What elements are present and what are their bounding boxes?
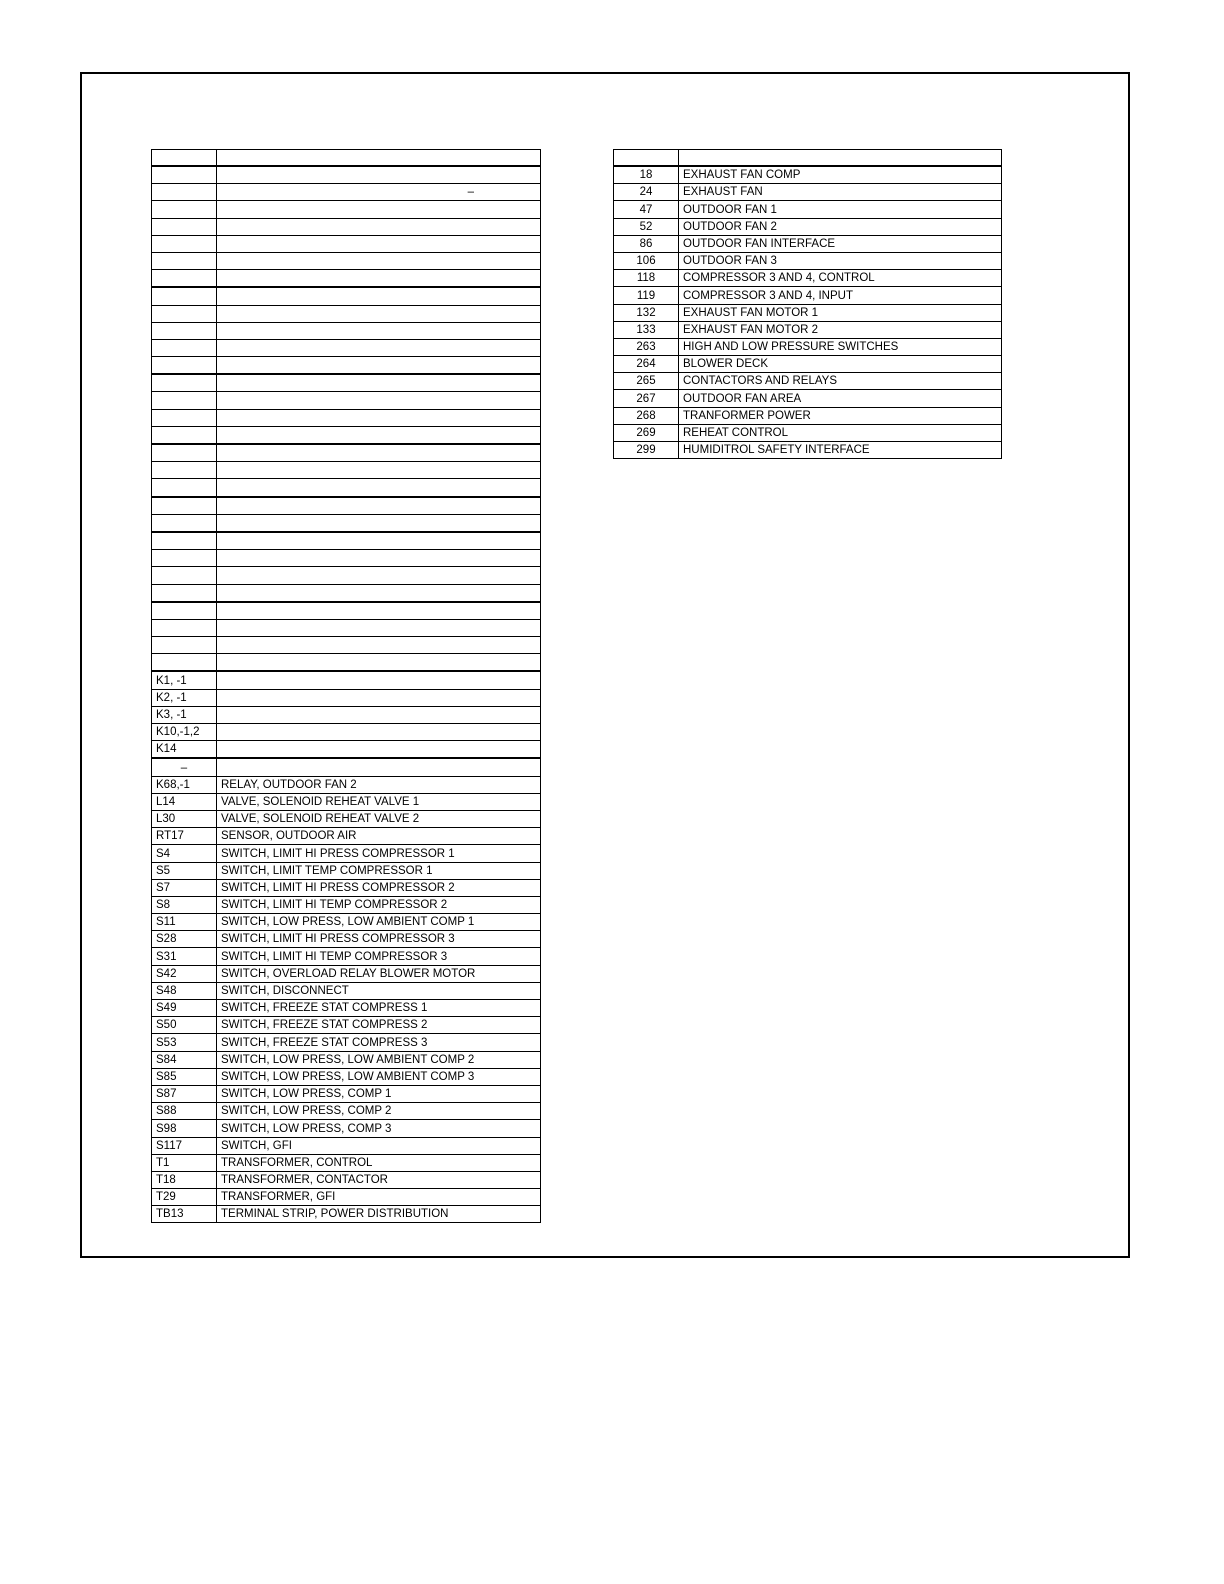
description-cell: RELAY, OUTDOOR FAN 2	[217, 776, 541, 793]
key-cell: 132	[614, 304, 679, 321]
key-cell: K10,-1,2	[152, 724, 217, 741]
key-cell	[152, 218, 217, 235]
table-row	[614, 390, 1002, 407]
description-cell: SWITCH, OVERLOAD RELAY BLOWER MOTOR	[217, 965, 541, 982]
key-cell	[152, 409, 217, 426]
description-cell	[217, 287, 541, 305]
table-row	[152, 584, 541, 602]
key-cell: 47	[614, 201, 679, 218]
description-cell: EXHAUST FAN	[679, 184, 1002, 201]
table-row	[152, 339, 541, 356]
description-cell: TRANSFORMER, GFI	[217, 1189, 541, 1206]
table-row	[152, 166, 541, 184]
table-row	[152, 1017, 541, 1034]
table-row	[614, 338, 1002, 355]
description-cell	[217, 150, 541, 167]
description-cell	[217, 584, 541, 602]
description-cell: TERMINAL STRIP, POWER DISTRIBUTION	[217, 1206, 541, 1223]
key-cell: S8	[152, 896, 217, 913]
key-cell: S4	[152, 845, 217, 862]
table-row	[152, 374, 541, 392]
key-cell: K68,-1	[152, 776, 217, 793]
description-cell: REHEAT CONTROL	[679, 424, 1002, 441]
description-cell: HUMIDITROL SAFETY INTERFACE	[679, 442, 1002, 459]
key-cell: S31	[152, 948, 217, 965]
key-cell	[152, 567, 217, 584]
description-cell	[217, 322, 541, 339]
table-row	[152, 965, 541, 982]
key-cell: 52	[614, 218, 679, 235]
table-row	[614, 166, 1002, 184]
description-cell	[217, 479, 541, 497]
description-cell: VALVE, SOLENOID REHEAT VALVE 2	[217, 810, 541, 827]
key-cell: 86	[614, 235, 679, 252]
table-row	[152, 479, 541, 497]
description-cell	[217, 497, 541, 515]
table-row	[152, 444, 541, 462]
description-cell	[217, 201, 541, 218]
key-cell	[152, 619, 217, 636]
table-row	[152, 305, 541, 322]
table-row	[614, 321, 1002, 338]
description-cell	[217, 392, 541, 409]
table-row	[152, 322, 541, 339]
key-cell: T29	[152, 1189, 217, 1206]
description-cell: EXHAUST FAN COMP	[679, 166, 1002, 184]
key-cell: S53	[152, 1034, 217, 1051]
table-row	[152, 828, 541, 845]
key-cell: T18	[152, 1171, 217, 1188]
table-row	[152, 619, 541, 636]
key-cell: 263	[614, 338, 679, 355]
key-cell	[152, 287, 217, 305]
table-row	[152, 1189, 541, 1206]
table-row	[152, 862, 541, 879]
table-row	[152, 741, 541, 759]
table-row	[152, 150, 541, 167]
table-row	[152, 914, 541, 931]
description-cell: SWITCH, DISCONNECT	[217, 982, 541, 999]
table-row	[614, 373, 1002, 390]
description-cell: CONTACTORS AND RELAYS	[679, 373, 1002, 390]
description-cell	[217, 637, 541, 654]
description-cell: OUTDOOR FAN AREA	[679, 390, 1002, 407]
component-key-table-body	[152, 150, 541, 1223]
description-cell: VALVE, SOLENOID REHEAT VALVE 1	[217, 793, 541, 810]
description-cell	[217, 724, 541, 741]
key-cell	[152, 322, 217, 339]
description-cell: SWITCH, LIMIT TEMP COMPRESSOR 1	[217, 862, 541, 879]
table-row	[614, 184, 1002, 201]
key-cell: K14	[152, 741, 217, 759]
key-cell: 119	[614, 287, 679, 304]
description-cell: TRANFORMER POWER	[679, 407, 1002, 424]
description-cell	[679, 150, 1002, 167]
description-cell	[217, 374, 541, 392]
table-row	[614, 252, 1002, 269]
description-cell: SWITCH, FREEZE STAT COMPRESS 2	[217, 1017, 541, 1034]
description-cell: SWITCH, LOW PRESS, LOW AMBIENT COMP 2	[217, 1051, 541, 1068]
table-row	[152, 1034, 541, 1051]
description-cell	[217, 532, 541, 550]
description-cell	[217, 758, 541, 776]
table-row	[152, 776, 541, 793]
table-row	[152, 1137, 541, 1154]
key-cell: 24	[614, 184, 679, 201]
description-cell	[217, 305, 541, 322]
key-cell	[152, 637, 217, 654]
description-cell: SWITCH, LIMIT HI PRESS COMPRESSOR 3	[217, 931, 541, 948]
key-cell: S50	[152, 1017, 217, 1034]
description-cell: SWITCH, LIMIT HI TEMP COMPRESSOR 3	[217, 948, 541, 965]
description-cell: SWITCH, FREEZE STAT COMPRESS 3	[217, 1034, 541, 1051]
key-cell: S85	[152, 1068, 217, 1085]
key-cell	[152, 392, 217, 409]
description-cell: SWITCH, LOW PRESS, COMP 1	[217, 1085, 541, 1102]
table-row	[152, 532, 541, 550]
key-cell	[152, 497, 217, 515]
description-cell	[217, 166, 541, 184]
table-row	[152, 184, 541, 201]
table-row	[152, 671, 541, 689]
key-cell	[152, 252, 217, 269]
key-cell	[152, 479, 217, 497]
key-cell	[152, 235, 217, 252]
key-cell: L30	[152, 810, 217, 827]
table-row	[152, 689, 541, 706]
key-cell: 265	[614, 373, 679, 390]
description-cell	[217, 689, 541, 706]
table-row	[614, 150, 1002, 167]
key-cell: S88	[152, 1103, 217, 1120]
table-row	[152, 1068, 541, 1085]
description-cell	[217, 602, 541, 620]
key-cell	[152, 270, 217, 288]
key-cell	[152, 426, 217, 444]
key-cell	[152, 654, 217, 672]
table-row	[152, 357, 541, 375]
key-cell	[152, 602, 217, 620]
key-cell: 118	[614, 270, 679, 287]
key-cell: 268	[614, 407, 679, 424]
table-row	[152, 1120, 541, 1137]
key-cell: S28	[152, 931, 217, 948]
description-cell	[217, 409, 541, 426]
table-row	[614, 442, 1002, 459]
description-cell: TRANSFORMER, CONTROL	[217, 1154, 541, 1171]
description-cell	[217, 514, 541, 532]
key-cell	[152, 150, 217, 167]
table-row	[152, 252, 541, 269]
description-cell	[217, 567, 541, 584]
key-cell	[152, 374, 217, 392]
key-cell: K3, -1	[152, 706, 217, 723]
description-cell: BLOWER DECK	[679, 356, 1002, 373]
key-cell: 299	[614, 442, 679, 459]
description-cell	[217, 444, 541, 462]
table-row	[152, 758, 541, 776]
description-cell: SWITCH, GFI	[217, 1137, 541, 1154]
description-cell: OUTDOOR FAN 1	[679, 201, 1002, 218]
table-row	[152, 879, 541, 896]
table-row	[614, 424, 1002, 441]
description-cell	[217, 357, 541, 375]
description-cell	[217, 654, 541, 672]
key-cell	[152, 201, 217, 218]
table-row	[152, 392, 541, 409]
table-row	[614, 235, 1002, 252]
description-cell	[217, 462, 541, 479]
description-cell	[217, 706, 541, 723]
description-cell: OUTDOOR FAN INTERFACE	[679, 235, 1002, 252]
description-cell: OUTDOOR FAN 2	[679, 218, 1002, 235]
description-cell: SWITCH, LOW PRESS, LOW AMBIENT COMP 1	[217, 914, 541, 931]
description-cell: SWITCH, LOW PRESS, LOW AMBIENT COMP 3	[217, 1068, 541, 1085]
key-cell: 106	[614, 252, 679, 269]
description-cell	[217, 671, 541, 689]
table-row	[152, 235, 541, 252]
key-cell	[152, 184, 217, 201]
description-cell	[217, 619, 541, 636]
table-row	[614, 218, 1002, 235]
key-cell: K2, -1	[152, 689, 217, 706]
table-row	[152, 931, 541, 948]
key-cell	[152, 166, 217, 184]
key-cell: L14	[152, 793, 217, 810]
description-cell: EXHAUST FAN MOTOR 1	[679, 304, 1002, 321]
wire-section-table	[613, 149, 1002, 459]
table-row	[152, 1085, 541, 1102]
table-row	[614, 201, 1002, 218]
table-row	[152, 654, 541, 672]
key-cell	[614, 150, 679, 167]
key-cell: S5	[152, 862, 217, 879]
key-cell	[152, 444, 217, 462]
table-row	[152, 287, 541, 305]
key-cell: S87	[152, 1085, 217, 1102]
table-row	[152, 1103, 541, 1120]
table-row	[152, 462, 541, 479]
table-row	[614, 356, 1002, 373]
description-cell: SWITCH, LIMIT HI PRESS COMPRESSOR 1	[217, 845, 541, 862]
table-row	[152, 637, 541, 654]
key-cell: 133	[614, 321, 679, 338]
key-cell: S7	[152, 879, 217, 896]
key-cell: TB13	[152, 1206, 217, 1223]
description-cell: SWITCH, LOW PRESS, COMP 2	[217, 1103, 541, 1120]
description-cell	[217, 235, 541, 252]
table-row	[614, 304, 1002, 321]
key-cell: S49	[152, 1000, 217, 1017]
table-row	[152, 1000, 541, 1017]
key-cell: RT17	[152, 828, 217, 845]
key-cell: S48	[152, 982, 217, 999]
key-cell	[152, 532, 217, 550]
key-cell	[152, 339, 217, 356]
key-cell: 18	[614, 166, 679, 184]
description-cell	[217, 218, 541, 235]
table-row	[152, 270, 541, 288]
table-row	[152, 201, 541, 218]
description-cell	[217, 252, 541, 269]
description-cell: SWITCH, LOW PRESS, COMP 3	[217, 1120, 541, 1137]
table-row	[152, 550, 541, 567]
description-cell: COMPRESSOR 3 AND 4, INPUT	[679, 287, 1002, 304]
table-row	[152, 426, 541, 444]
component-key-table	[151, 149, 541, 1223]
key-cell: S84	[152, 1051, 217, 1068]
key-cell	[152, 514, 217, 532]
description-cell: –	[217, 184, 541, 201]
description-cell: EXHAUST FAN MOTOR 2	[679, 321, 1002, 338]
description-cell	[217, 550, 541, 567]
description-cell: SENSOR, OUTDOOR AIR	[217, 828, 541, 845]
key-cell: S11	[152, 914, 217, 931]
table-row	[614, 407, 1002, 424]
table-row	[152, 948, 541, 965]
table-row	[152, 1171, 541, 1188]
table-row	[152, 845, 541, 862]
description-cell: SWITCH, FREEZE STAT COMPRESS 1	[217, 1000, 541, 1017]
key-cell: S98	[152, 1120, 217, 1137]
table-row	[152, 982, 541, 999]
wire-section-table-body	[614, 150, 1002, 459]
key-cell	[152, 462, 217, 479]
key-cell: –	[152, 758, 217, 776]
description-cell	[217, 741, 541, 759]
table-row	[152, 409, 541, 426]
table-row	[152, 793, 541, 810]
key-cell	[152, 305, 217, 322]
key-cell	[152, 584, 217, 602]
table-row	[152, 724, 541, 741]
key-cell	[152, 550, 217, 567]
key-cell: S117	[152, 1137, 217, 1154]
description-cell	[217, 270, 541, 288]
table-row	[614, 270, 1002, 287]
description-cell: TRANSFORMER, CONTACTOR	[217, 1171, 541, 1188]
description-cell: OUTDOOR FAN 3	[679, 252, 1002, 269]
description-cell: HIGH AND LOW PRESSURE SWITCHES	[679, 338, 1002, 355]
key-cell: 269	[614, 424, 679, 441]
description-cell	[217, 339, 541, 356]
table-row	[152, 514, 541, 532]
table-row	[152, 810, 541, 827]
description-cell: SWITCH, LIMIT HI PRESS COMPRESSOR 2	[217, 879, 541, 896]
table-row	[152, 1051, 541, 1068]
key-cell: 264	[614, 356, 679, 373]
table-row	[152, 706, 541, 723]
table-row	[614, 287, 1002, 304]
table-row	[152, 1206, 541, 1223]
table-row	[152, 497, 541, 515]
table-row	[152, 567, 541, 584]
key-cell: 267	[614, 390, 679, 407]
key-cell: S42	[152, 965, 217, 982]
table-row	[152, 896, 541, 913]
table-row	[152, 218, 541, 235]
key-cell: T1	[152, 1154, 217, 1171]
table-row	[152, 1154, 541, 1171]
description-cell: COMPRESSOR 3 AND 4, CONTROL	[679, 270, 1002, 287]
table-row	[152, 602, 541, 620]
key-cell: K1, -1	[152, 671, 217, 689]
description-cell	[217, 426, 541, 444]
key-cell	[152, 357, 217, 375]
description-cell: SWITCH, LIMIT HI TEMP COMPRESSOR 2	[217, 896, 541, 913]
